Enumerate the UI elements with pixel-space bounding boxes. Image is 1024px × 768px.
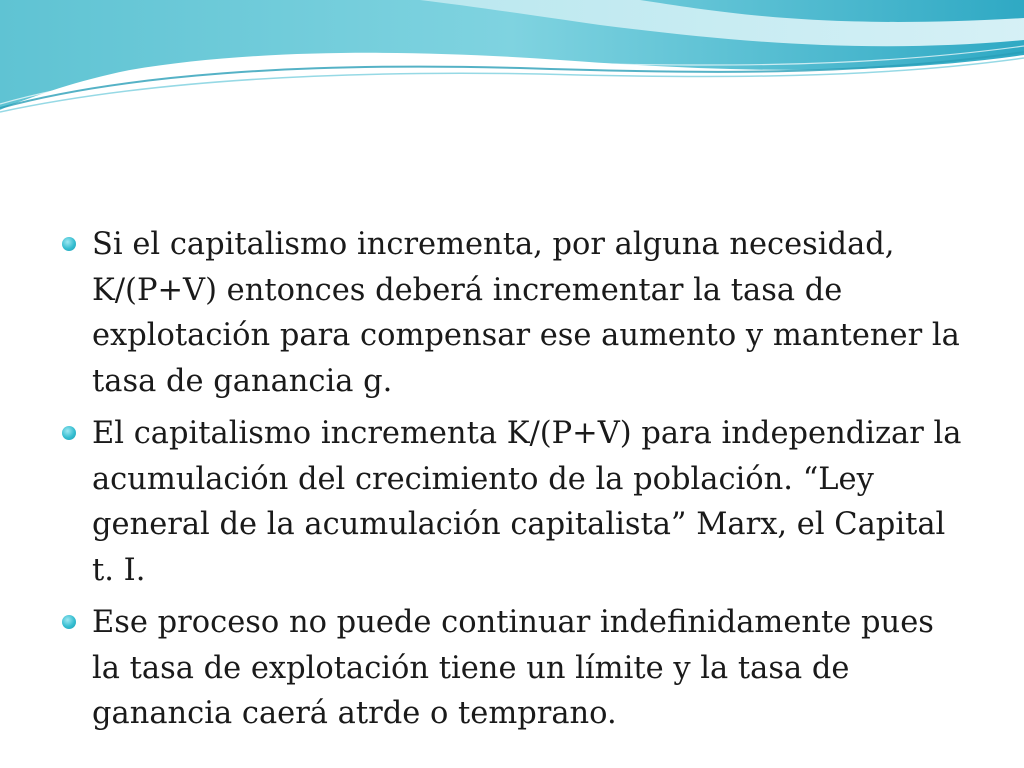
bullet-text: Si el capitalismo incrementa, por alguna necesidad, K/(P+V) entonces deberá incrementar la tasa de explotación para compensar ese aumento y mantener la tasa de ganancia g. xyxy=(92,227,960,399)
bullet-text: Ese proceso no puede continuar indefinidamente pues la tasa de explotación tiene un límite y la tasa de ganancia caerá atrde o temprano. xyxy=(92,605,934,731)
bullet-list xyxy=(62,222,962,737)
bullet-dot-icon xyxy=(62,615,76,629)
wave-header-decoration xyxy=(0,0,1024,130)
bullet-item xyxy=(62,600,962,737)
bullet-item xyxy=(62,411,962,593)
bullet-item xyxy=(62,222,962,404)
bullet-dot-icon xyxy=(62,426,76,440)
bullet-dot-icon xyxy=(62,237,76,251)
bullet-text: El capitalismo incrementa K/(P+V) para independizar la acumulación del crecimiento de la población. “Ley general de la acumulación capitalista” Marx, el Capital t. I. xyxy=(92,416,962,588)
slide-content xyxy=(62,222,962,744)
